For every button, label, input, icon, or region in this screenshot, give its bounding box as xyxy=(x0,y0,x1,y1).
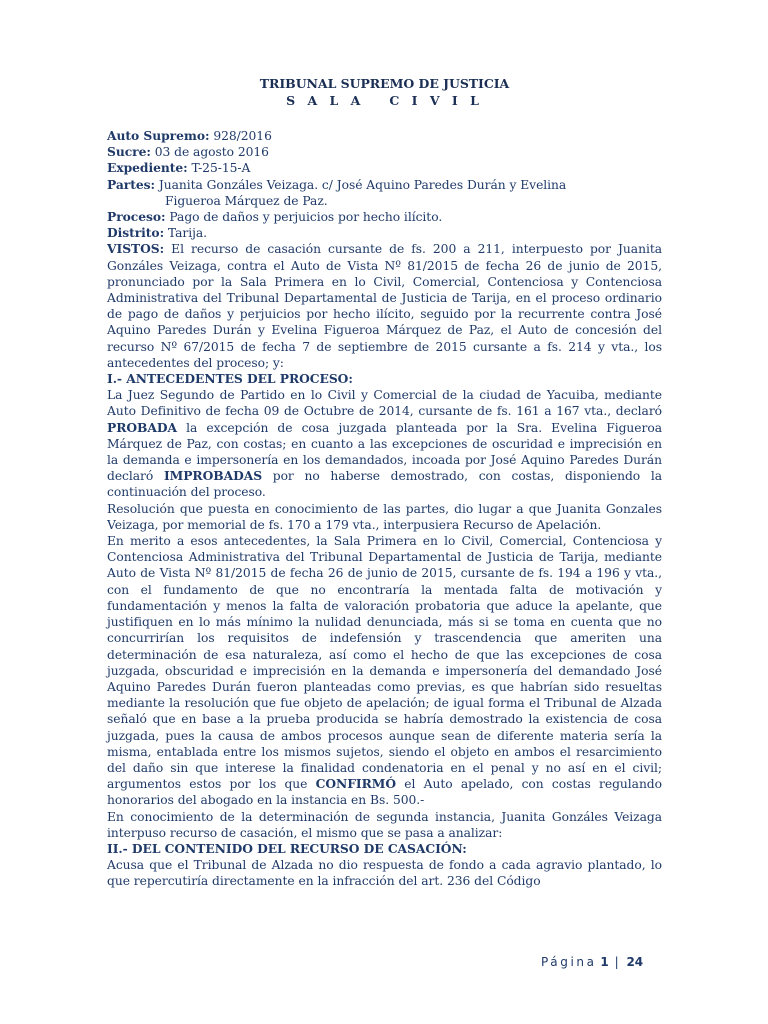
vistos-text: El recurso de casación cursante de fs. 200 a 211, interpuesto por Juanita Gonzáles Veizaga, contra el Auto de Vista Nº 81/2015 de fecha 26 de junio de 2015, pronunciado por la Sala Primera en lo Civil, Comercial, Contenciosa y Contenciosa Administrativa del Tribunal Departamental de Justicia de Tarija, en el proceso ordinario de pago de daños y perjuicios por hecho ilícito, seguido por la recurrente contra José Aquino Paredes Durán y Evelina Figueroa Márquez de Paz, el Auto de concesión del recurso Nº 67/2015 de fecha 7 de septiembre de 2015 cursante a fs. 214 y vta., los antecedentes del proceso; y: xyxy=(107,242,662,370)
chamber-name: S A L A C I V I L xyxy=(286,92,483,108)
text-run: el Auto apelado, con costas regulando honorarios del abogado en la instancia en Bs. 500.- xyxy=(107,777,662,808)
expediente-value: T-25-15-A xyxy=(187,161,251,176)
distrito-line xyxy=(107,225,662,241)
partes-value: Juanita Gonzáles Veizaga. c/ José Aquino Paredes Durán y Evelina xyxy=(154,177,567,192)
partes-line xyxy=(107,177,662,193)
section-1-paragraph-1 xyxy=(107,387,662,500)
section-2-heading: II.- DEL CONTENIDO DEL RECURSO DE CASACIÓN: xyxy=(107,840,467,856)
vistos-label: VISTOS: xyxy=(107,241,165,257)
section-2-paragraph-1: Acusa que el Tribunal de Alzada no dio respuesta de fondo a cada agravio plantado, lo que repercutiría directamente en la infracción del art. 236 del Código xyxy=(107,858,662,889)
emphasis-improbadas: IMPROBADAS xyxy=(163,468,263,484)
text-run: la excepción de cosa juzgada planteada por la Sra. Evelina Figueroa Márquez de Paz, con costas; en cuanto a las excepciones de oscuridad e imprecisión en la demanda e impersonería en los demandados, incoada por José Aquino Paredes Durán declaró xyxy=(107,420,662,484)
auto-supremo-line xyxy=(107,128,662,144)
auto-value: 928/2016 xyxy=(209,129,272,143)
page-footer xyxy=(541,955,643,969)
proceso-label: Proceso: xyxy=(107,209,166,225)
page-separator: | xyxy=(614,955,619,969)
page-total: 24 xyxy=(626,955,644,969)
partes-line-2: Figueroa Márquez de Paz. xyxy=(165,193,328,208)
auto-label: Auto Supremo: xyxy=(107,128,210,143)
section-1-paragraph-3 xyxy=(107,533,662,808)
proceso-line xyxy=(107,209,662,225)
vistos-paragraph xyxy=(107,241,662,371)
text-run: por no haberse demostrado, con costas, disponiendo la continuación del proceso. xyxy=(107,469,663,500)
emphasis-probada: PROBADA xyxy=(107,419,177,435)
section-1-paragraph-4: En conocimiento de la determinación de segunda instancia, Juanita Gonzáles Veizaga interpuso recurso de casación, el mismo que se pasa a analizar: xyxy=(107,809,662,840)
case-metadata xyxy=(107,128,662,241)
partes-label: Partes: xyxy=(107,176,155,192)
emphasis-confirmo: CONFIRMÓ xyxy=(315,776,397,792)
section-1-heading: I.- ANTECEDENTES DEL PROCESO: xyxy=(107,371,353,387)
page-current: 1 xyxy=(600,955,609,969)
proceso-value: Pago de daños y perjuicios por hecho ilícito. xyxy=(165,210,443,225)
text-run: La Juez Segundo de Partido en lo Civil y Comercial de la ciudad de Yacuiba, mediante Auto Definitivo de fecha 09 de Octubre de 2014, cursante de fs. 161 a 167 vta., declaró xyxy=(107,388,662,419)
expediente-line xyxy=(107,160,662,176)
expediente-label: Expediente: xyxy=(107,160,188,176)
distrito-value: Tarija. xyxy=(164,226,208,241)
page-label: Página xyxy=(541,955,597,969)
section-1-paragraph-2: Resolución que puesta en conocimiento de las partes, dio lugar a que Juanita Gonzales Veizaga, por memorial de fs. 170 a 179 vta., interpusiera Recurso de Apelación. xyxy=(107,501,662,532)
document-page xyxy=(107,76,662,890)
text-run: En merito a esos antecedentes, la Sala Primera en lo Civil, Comercial, Contenciosa y Contenciosa Administrativa del Tribunal Departamental de Justicia de Tarija, mediante Auto de Vista Nº 81/2015 de fecha 26 de junio de 2015, cursante de fs. 194 a 196 y vta., con el fundamento de que no encontraría la mentada falta de motivación y fundamentación y menos la falta de valoración probatoria que aduce la apelante, que justifiquen en lo más mínimo la nulidad denunciada, más si se toma en cuenta que no concurrirían los requisitos de indefensión y trascendencia que ameriten una determinación de esa naturaleza, así como el hecho de que las excepciones de cosa juzgada, obscuridad e imprecisión en la demanda e impersonería del demandado José Aquino Paredes Durán fueron planteadas como previas, es que habrían sido resueltas mediante la resolución que fue objeto de apelación; de igual forma el Tribunal de Alzada señaló que en base a la prueba producida se habría demostrado la existencia de cosa juzgada, pues la causa de ambos procesos aunque sean de diferente materia sería la misma, entablada entre los mismos sujetos, siendo el objeto en ambos el resarcimiento del daño sin que interese la finalidad condenatoria en el penal y no así en el civil; argumentos estos por los que xyxy=(107,534,662,792)
distrito-label: Distrito: xyxy=(107,225,165,241)
document-header xyxy=(107,76,662,109)
sucre-value: 03 de agosto 2016 xyxy=(150,145,269,160)
court-name: TRIBUNAL SUPREMO DE JUSTICIA xyxy=(259,76,510,91)
sucre-label: Sucre: xyxy=(107,144,151,160)
sucre-line xyxy=(107,144,662,160)
